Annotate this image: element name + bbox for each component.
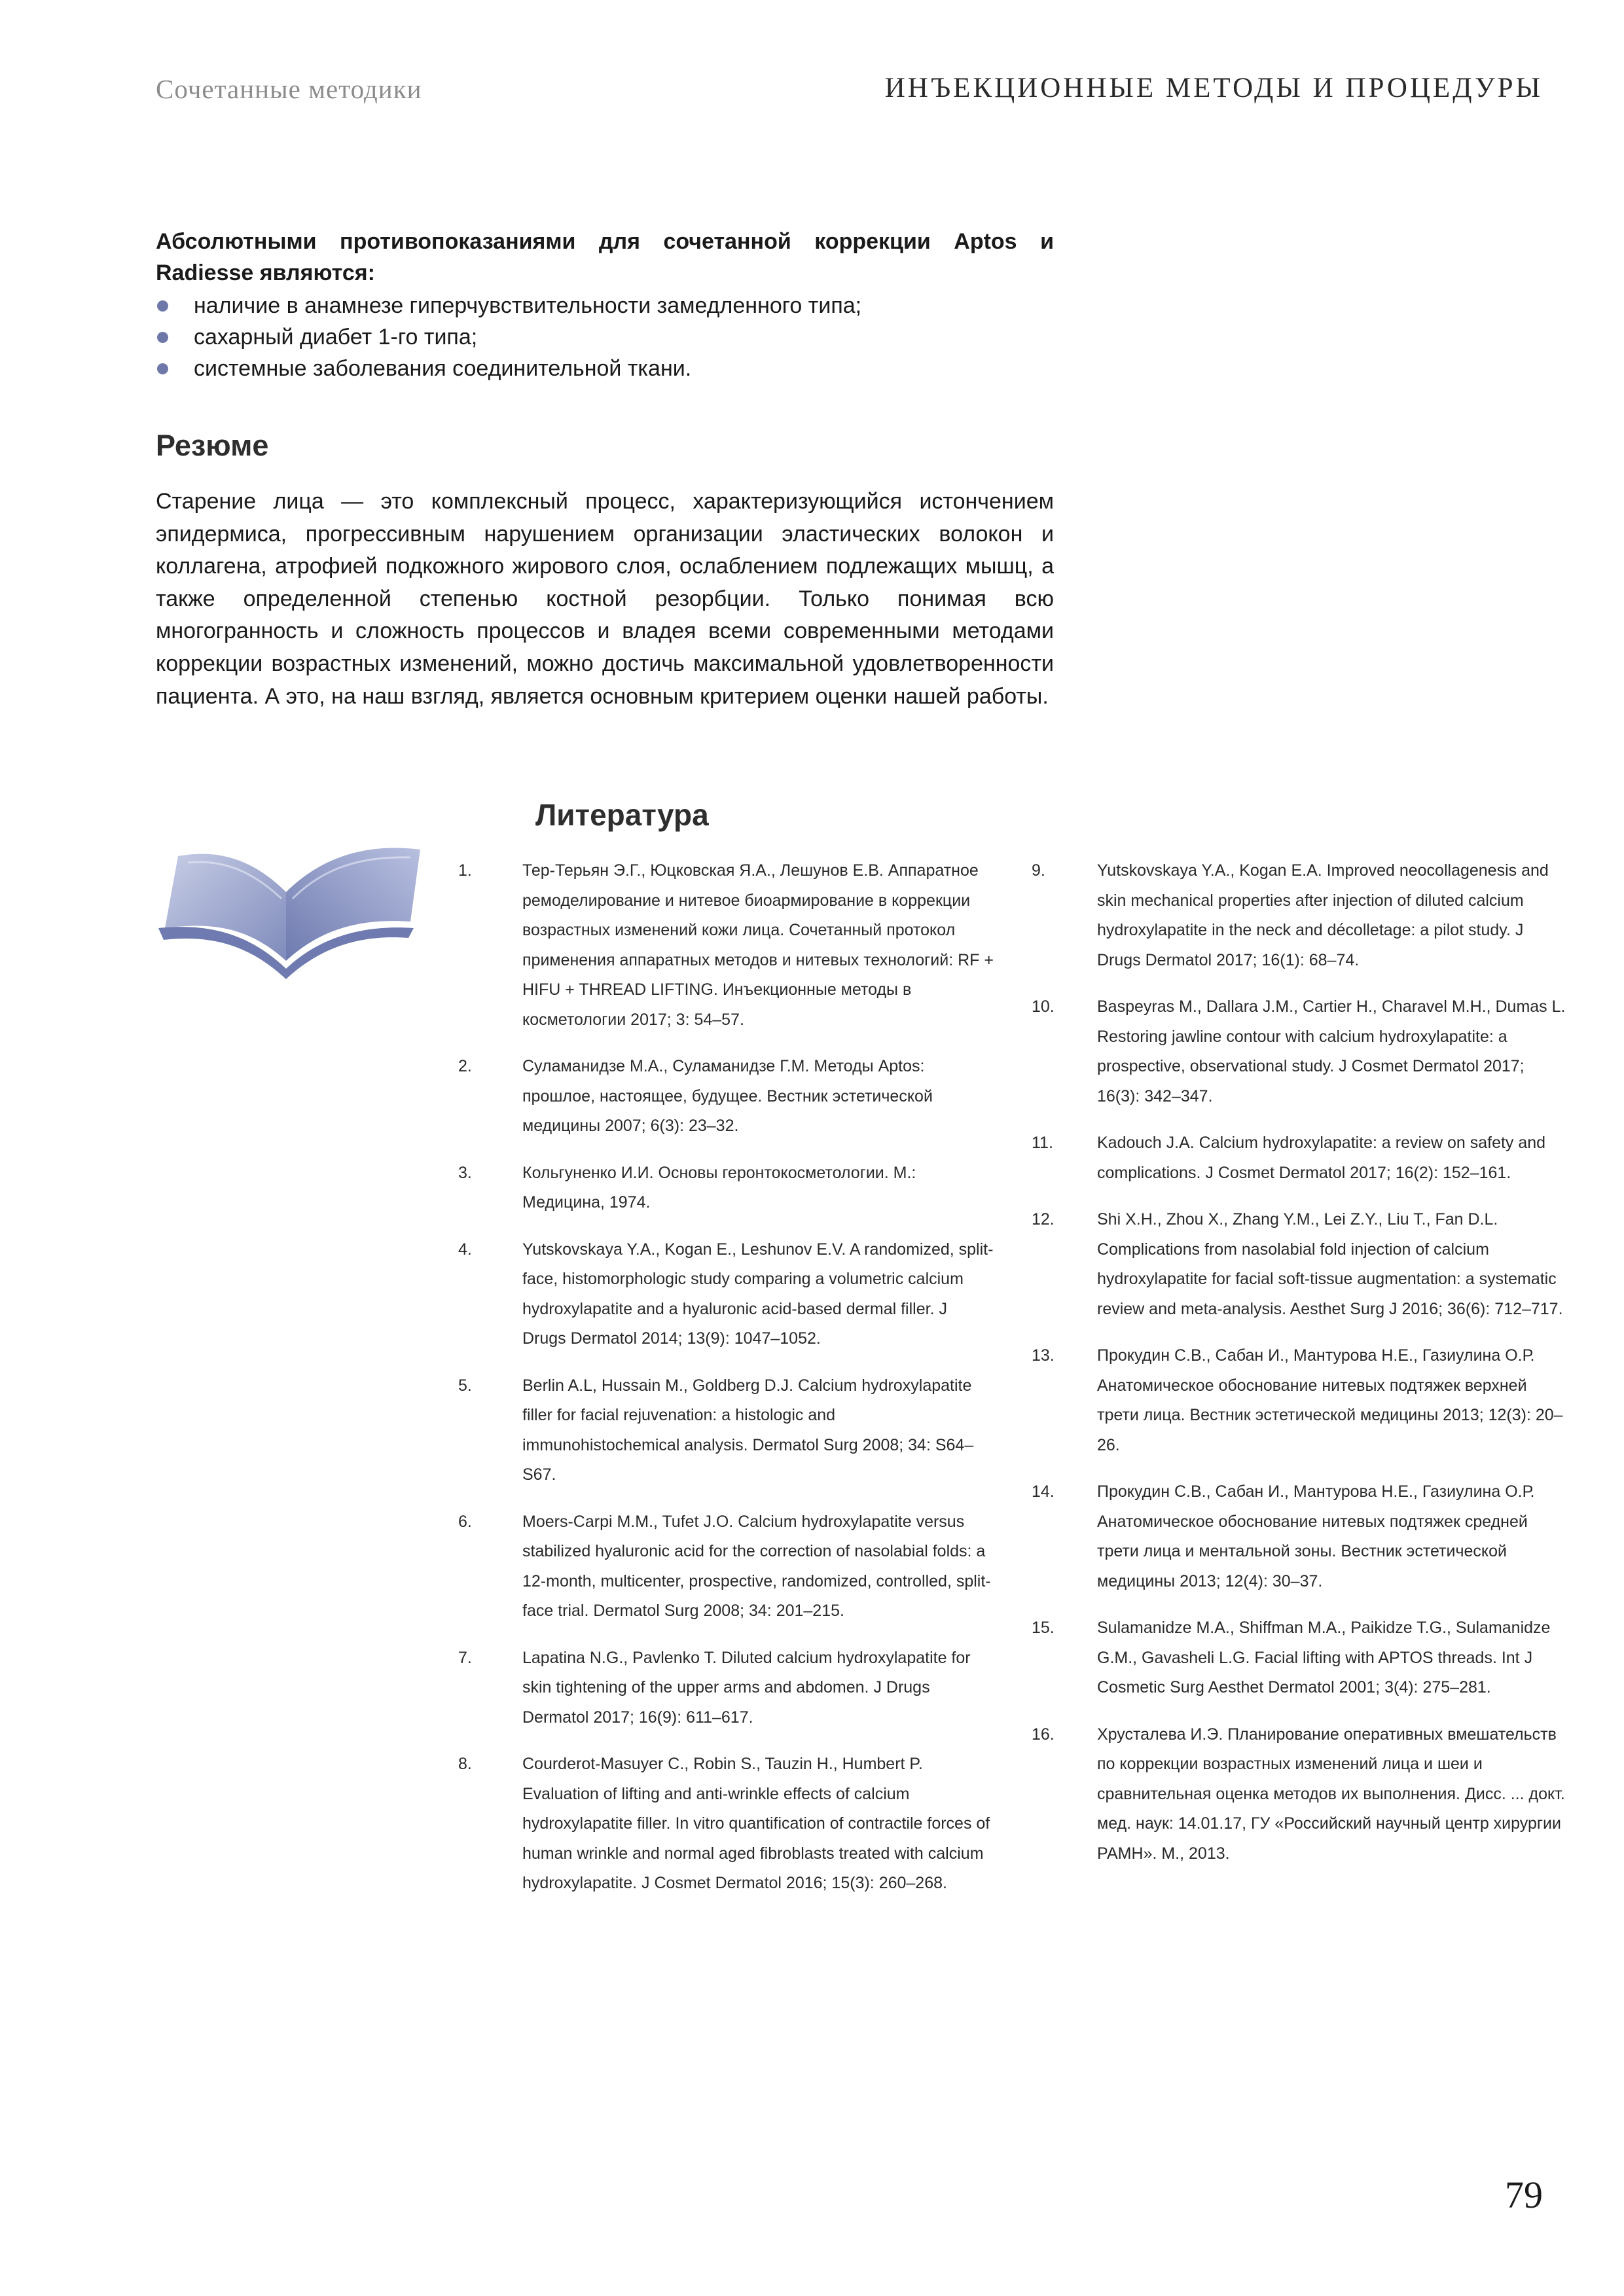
list-item-text: сахарный диабет 1-го типа; — [194, 325, 478, 350]
list-item-text: наличие в анамнезе гиперчувствительности замедленного типа; — [194, 293, 862, 318]
summary-text: Старение лица — это комплексный процесс, характеризующийся истончением эпидермиса, прогрессивным нарушением организации эластических волокон и коллагена, атрофией подкожного жирового слоя, ослаблением подлежащих мышц, а также определенной степенью костной резорбции. Только понимая всю многогранность и сложность процессов и владея всеми современными методами коррекции возрастных изменений, можно достичь максимальной удовлетворенности пациента. А это, на наш взгляд, является основным критерием оценки нашей работы. — [156, 489, 1054, 709]
reference-text: Хрусталева И.Э. Планирование оперативных вмешательств по коррекции возрастных изменений лица и шеи и сравнительная оценка методов их выполнения. Дисс. ... докт. мед. наук: 14.01.17, ГУ «Российский научный центр хирургии РАМН». М., 2013. — [1097, 1725, 1565, 1863]
reference-text: Lapatina N.G., Pavlenko T. Diluted calcium hydroxylapatite for skin tightening of the upper arms and abdomen. J Drugs Dermatol 2017; 16(9): 611–617. — [522, 1648, 971, 1727]
reference-number: 15. — [1032, 1619, 1055, 1637]
contraindications-block — [156, 226, 1054, 384]
reference-item — [1033, 1205, 1570, 1324]
reference-text: Прокудин С.В., Сабан И., Мантурова Н.Е., Газиулина О.Р. Анатомическое обоснование нитевых подтяжек средней трети лица и ментальной зоны. Вестник эстетической медицины 2013; 12(4): 30–37. — [1097, 1482, 1535, 1590]
summary-title: Резюме — [156, 429, 269, 462]
running-header-section: Сочетанные методики — [156, 74, 422, 104]
reference-item — [458, 1052, 995, 1141]
reference-number: 10. — [1032, 997, 1055, 1016]
reference-item — [458, 1158, 995, 1218]
reference-number: 13. — [1032, 1346, 1055, 1365]
references-column-2 — [1033, 856, 1570, 1886]
reference-number: 12. — [1032, 1210, 1055, 1229]
reference-text: Berlin A.L, Hussain M., Goldberg D.J. Calcium hydroxylapatite filler for facial rejuvenation: a histologic and immunohistochemical analysis. Dermatol Surg 2008; 34: S64–S67. — [522, 1376, 974, 1484]
reference-text: Yutskovskaya Y.A., Kogan E.A. Improved neocollagenesis and skin mechanical properties after injection of diluted calcium hydroxylapatite in the neck and décolletage: a pilot study. J Drugs Dermatol 2017; 16(1): 68–74. — [1097, 861, 1549, 969]
reference-item — [458, 1643, 995, 1733]
reference-text: Moers-Carpi M.M., Tufet J.O. Calcium hydroxylapatite versus stabilized hyaluronic acid for the correction of nasolabial folds: a 12-month, multicenter, prospective, randomized, controlled, split-face trial. Dermatol Surg 2008; 34: 201–215. — [522, 1512, 991, 1620]
reference-item — [458, 1507, 995, 1626]
bullet-icon — [157, 300, 168, 312]
contraindications-heading: Абсолютными противопоказаниями для сочетанной коррекции Aptos и Radiesse являются: — [156, 229, 1054, 285]
running-header-journal: ИНЪЕКЦИОННЫЕ МЕТОДЫ И ПРОЦЕДУРЫ — [884, 73, 1543, 103]
reference-number: 4. — [458, 1240, 472, 1259]
contraindications-list — [156, 290, 1054, 384]
reference-item — [1033, 856, 1570, 975]
reference-text: Courderot-Masuyer C., Robin S., Tauzin H., Humbert P. Evaluation of lifting and anti-wrinkle effects of calcium hydroxylapatite filler. In vitro quantification of contractile forces of human wrinkle and normal aged fibroblasts treated with calcium hydroxylapatite. J Cosmet Dermatol 2016; 15(3): 260–268. — [522, 1755, 990, 1892]
list-item-text: системные заболевания соединительной ткани. — [194, 356, 692, 381]
reference-item — [458, 1235, 995, 1354]
reference-number: 2. — [458, 1057, 472, 1075]
reference-text: Kadouch J.A. Calcium hydroxylapatite: a review on safety and complications. J Cosmet Dermatol 2017; 16(2): 152–161. — [1097, 1134, 1546, 1182]
literature-title: Литература — [535, 798, 709, 832]
reference-item — [1033, 1720, 1570, 1869]
reference-number: 5. — [458, 1376, 472, 1395]
reference-item — [1033, 992, 1570, 1111]
reference-number: 14. — [1032, 1482, 1055, 1501]
bullet-icon — [157, 363, 168, 374]
reference-number: 8. — [458, 1755, 472, 1773]
references-column-1 — [458, 856, 995, 1916]
list-item — [156, 290, 1054, 321]
open-book-icon — [152, 830, 440, 980]
reference-text: Прокудин С.В., Сабан И., Мантурова Н.Е., Газиулина О.Р. Анатомическое обоснование нитевых подтяжек верхней трети лица. Вестник эстетической медицины 2013; 12(3): 20–26. — [1097, 1346, 1563, 1454]
list-item — [156, 353, 1054, 384]
reference-item — [1033, 1613, 1570, 1703]
reference-item — [1033, 1341, 1570, 1460]
reference-number: 11. — [1032, 1134, 1053, 1152]
reference-number: 16. — [1032, 1725, 1055, 1744]
reference-text: Shi X.H., Zhou X., Zhang Y.M., Lei Z.Y., Liu T., Fan D.L. Complications from nasolabial fold injection of calcium hydroxylapatite for facial soft-tissue augmentation: a systematic review and meta-analysis. Aesthet Surg J 2016; 36(6): 712–717. — [1097, 1210, 1563, 1318]
reference-text: Кольгуненко И.И. Основы геронтокосметологии. М.: Медицина, 1974. — [522, 1163, 916, 1211]
bullet-icon — [157, 332, 168, 343]
reference-number: 6. — [458, 1512, 472, 1531]
reference-text: Baspeyras M., Dallara J.M., Cartier H., Charavel M.H., Dumas L. Restoring jawline contour with calcium hydroxylapatite: a prospective, observational study. J Cosmet Dermatol 2017; 16(3): 342–347. — [1097, 997, 1566, 1105]
list-item — [156, 321, 1054, 353]
reference-number: 9. — [1032, 861, 1045, 880]
page-number: 79 — [1505, 2174, 1543, 2216]
reference-text: Yutskovskaya Y.A., Kogan E., Leshunov E.V. A randomized, split-face, histomorphologic study comparing a volumetric calcium hydroxylapatite and a hyaluronic acid-based dermal filler. J Drugs Dermatol 2014; 13(9): 1047–1052. — [522, 1240, 994, 1348]
reference-item — [458, 1749, 995, 1899]
reference-item — [458, 856, 995, 1035]
reference-number: 7. — [458, 1648, 472, 1667]
reference-text: Sulamanidze M.A., Shiffman M.A., Paikidze T.G., Sulamanidze G.M., Gavasheli L.G. Facial lifting with APTOS threads. Int J Cosmetic Surg Aesthet Dermatol 2001; 3(4): 275–281. — [1097, 1619, 1551, 1696]
reference-item — [1033, 1128, 1570, 1188]
reference-number: 3. — [458, 1163, 472, 1182]
reference-number: 1. — [458, 861, 472, 880]
reference-item — [458, 1371, 995, 1490]
reference-item — [1033, 1477, 1570, 1596]
reference-text: Тер-Терьян Э.Г., Юцковская Я.А., Лешунов Е.В. Аппаратное ремоделирование и нитевое биоармирование в коррекции возрастных изменений кожи лица. Сочетанный протокол применения аппаратных методов и нитевых технологий: RF + HIFU + THREAD LIFTING. Инъекционные методы в косметологии 2017; 3: 54–57. — [522, 861, 994, 1029]
reference-text: Суламанидзе М.А., Суламанидзе Г.М. Методы Aptos: прошлое, настоящее, будущее. Вестник эстетической медицины 2007; 6(3): 23–32. — [522, 1057, 933, 1135]
